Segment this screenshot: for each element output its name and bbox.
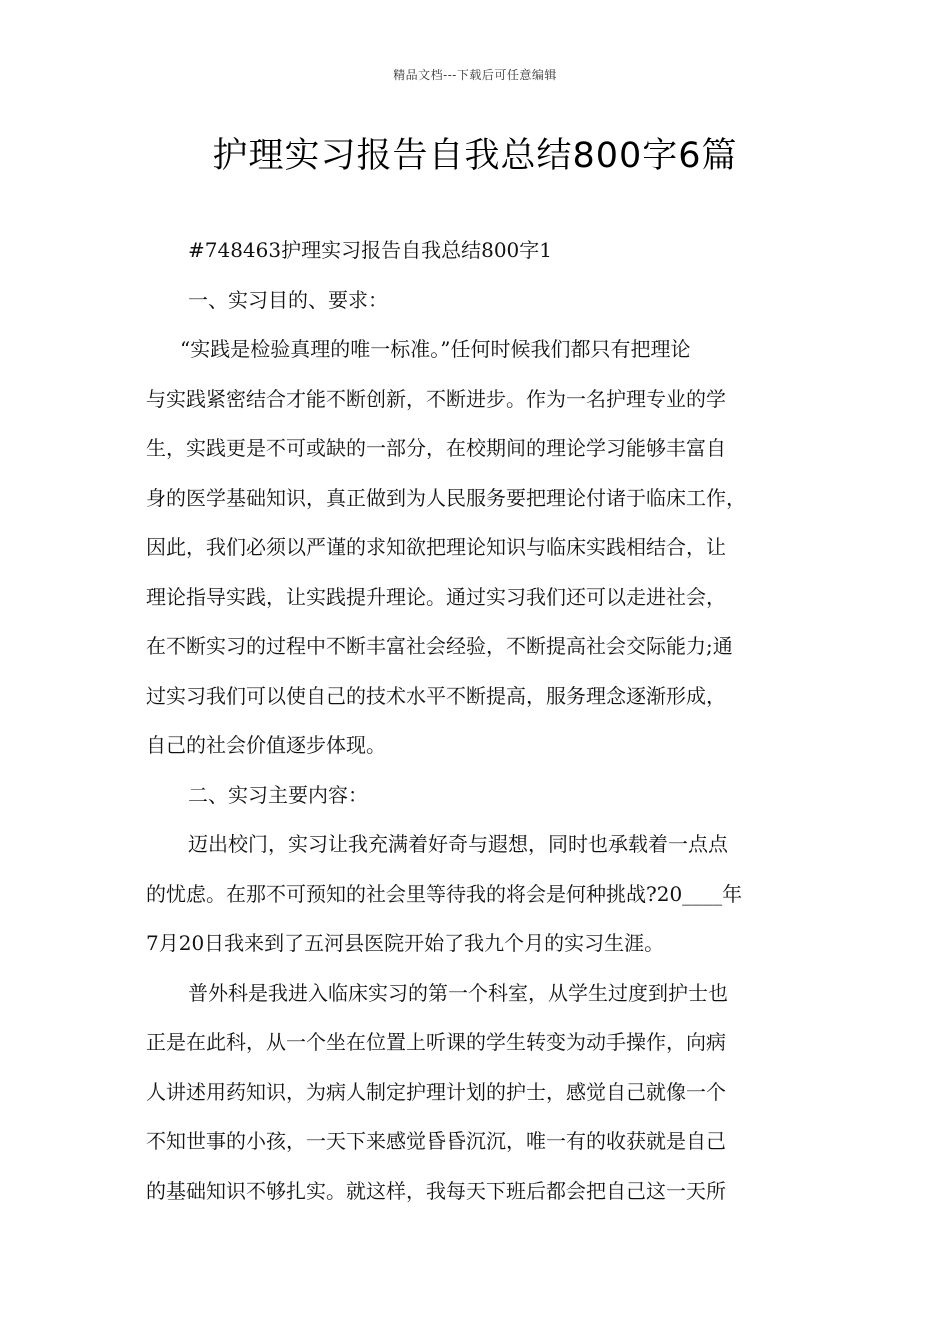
paragraph-line: 生，实践更是不可或缺的一部分，在校期间的理论学习能够丰富自: [146, 436, 726, 460]
paragraph-line: 正是在此科，从一个坐在位置上听课的学生转变为动手操作，向病: [146, 1030, 726, 1054]
paragraph-line: “实践是检验真理的唯一标准。”任何时候我们都只有把理论: [180, 337, 691, 361]
paragraph-line: 普外科是我进入临床实习的第一个科室，从学生过度到护士也: [188, 980, 728, 1005]
paragraph-line: 自己的社会价值逐步体现。: [146, 733, 386, 757]
section-heading-line: 二、实习主要内容：: [188, 782, 368, 807]
paragraph-line: 迈出校门，实习让我充满着好奇与遐想，同时也承载着一点点: [188, 832, 728, 856]
paragraph-line: 理论指导实践，让实践提升理论。通过实习我们还可以走进社会，: [146, 584, 726, 609]
document-body: [146, 226, 826, 1216]
paragraph-line: 的基础知识不够扎实。就这样，我每天下班后都会把自己这一天所: [146, 1178, 726, 1203]
paragraph-line: 的忧虑。在那不可预知的社会里等待我的将会是何种挑战?20____年: [146, 881, 743, 906]
paragraph-line: 身的医学基础知识，真正做到为人民服务要把理论付诸于临床工作，: [146, 485, 746, 510]
section-heading-line: 一、实习目的、要求：: [188, 287, 388, 312]
paragraph-line: 在不断实习的过程中不断丰富社会经验，不断提高社会交际能力;通: [146, 634, 733, 658]
paragraph-line: 与实践紧密结合才能不断创新，不断进步。作为一名护理专业的学: [146, 386, 726, 411]
section-heading-line: #748463护理实习报告自我总结800字1: [188, 238, 553, 262]
document-title: 护理实习报告自我总结800字6篇: [212, 136, 738, 176]
paragraph-line: 人讲述用药知识，为病人制定护理计划的护士，感觉自己就像一个: [146, 1079, 726, 1104]
paragraph-line: 过实习我们可以使自己的技术水平不断提高，服务理念逐渐形成，: [146, 683, 726, 708]
paragraph-line: 不知世事的小孩，一天下来感觉昏昏沉沉，唯一有的收获就是自己: [146, 1129, 726, 1153]
paragraph-line: 因此，我们必须以严谨的求知欲把理论知识与临床实践相结合，让: [146, 535, 726, 559]
paragraph-line: 7月20日我来到了五河县医院开始了我九个月的实习生涯。: [146, 931, 665, 955]
page-header-note: 精品文档---下载后可任意编辑: [393, 68, 557, 82]
